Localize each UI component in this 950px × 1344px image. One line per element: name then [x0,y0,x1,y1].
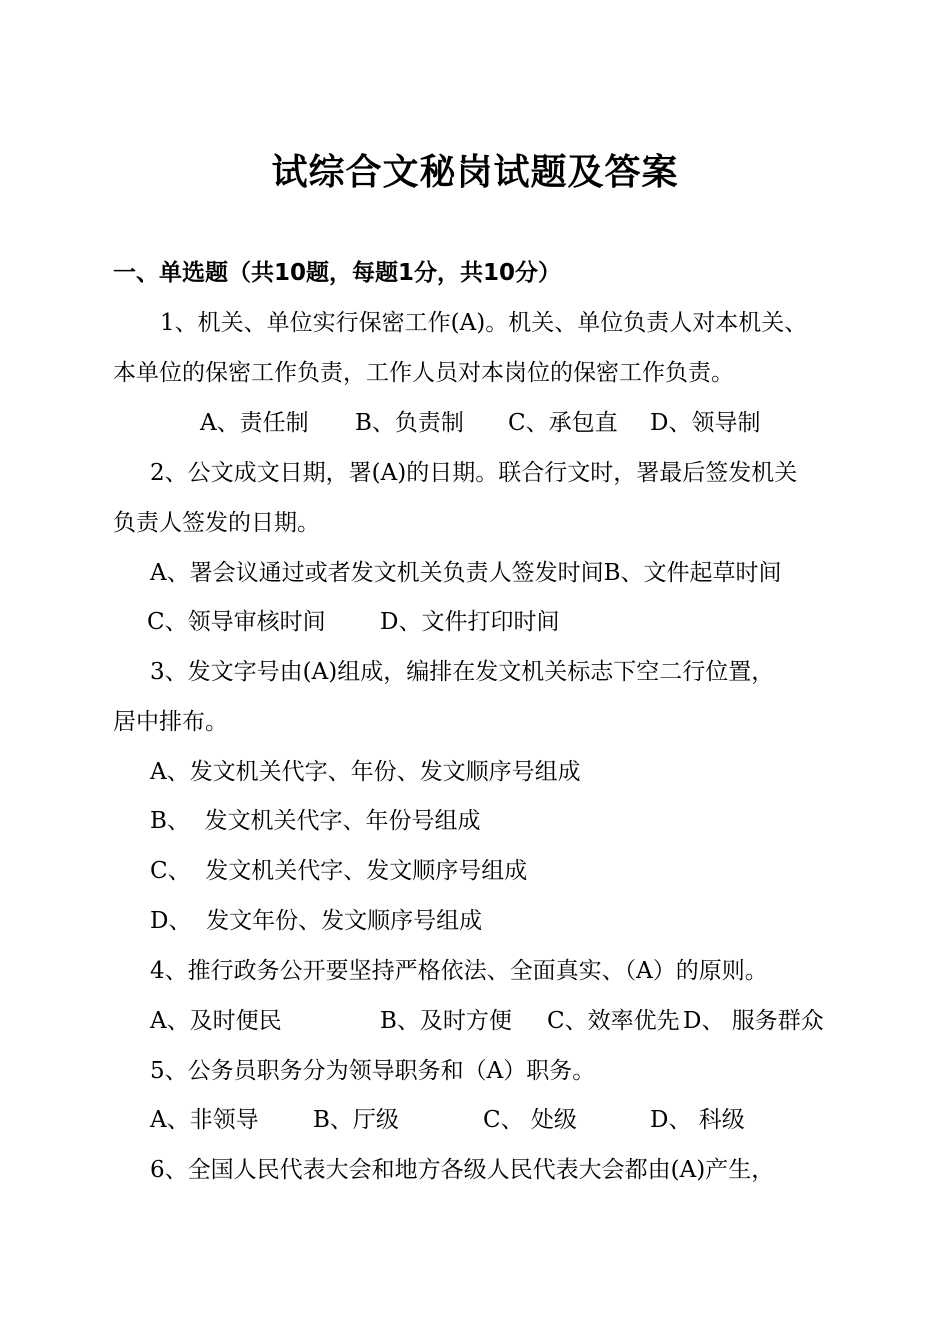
question-1-option-d: D、领导制 [650,410,761,436]
question-2-option-c: C、领导审核时间 [147,609,326,635]
question-1-option-b: B、负责制 [355,410,464,436]
question-4-option-c: C、效率优先 [547,1008,680,1034]
question-5-line-1: 5、公务员职务分为领导职务和（A）职务。 [150,1058,596,1084]
question-2-line-2: 负责人签发的日期。 [113,510,320,536]
question-5-option-d: D、 科级 [650,1107,745,1133]
question-2-line-1: 2、公文成文日期，署(A)的日期。联合行文时，署最后签发机关 [150,460,798,486]
question-3-option-c: C、 发文机关代字、发文顺序号组成 [150,858,528,884]
question-5-option-a: A、非领导 [150,1107,259,1133]
question-2-option-a-b: A、署会议通过或者发文机关负责人签发时间B、文件起草时间 [150,560,782,586]
question-6-line-1: 6、全国人民代表大会和地方各级人民代表大会都由(A)产生， [150,1157,775,1183]
question-3-option-a: A、发文机关代字、年份、发文顺序号组成 [150,759,581,785]
question-1-line-2: 本单位的保密工作负责，工作人员对本岗位的保密工作负责。 [113,360,734,386]
question-3-option-d: D、 发文年份、发文顺序号组成 [150,908,483,934]
question-4-option-b: B、及时方便 [380,1008,512,1034]
question-1-option-a: A、责任制 [200,410,309,436]
question-4-option-a: A、及时便民 [150,1008,282,1034]
question-2-option-d: D、文件打印时间 [380,609,560,635]
section-heading: 一、单选题（共10题，每题1分，共10分） [113,260,562,286]
question-4-option-d: D、 服务群众 [683,1008,824,1034]
question-3-line-2: 居中排布。 [113,709,228,735]
question-3-line-1: 3、发文字号由(A)组成，编排在发文机关标志下空二行位置， [150,659,775,685]
question-4-line-1: 4、推行政务公开要坚持严格依法、全面真实、（A）的原则。 [150,958,768,984]
question-3-option-b: B、 发文机关代字、年份号组成 [150,808,481,834]
question-1-option-c: C、承包直 [508,410,618,436]
question-5-option-b: B、厅级 [313,1107,399,1133]
document-title: 试综合文秘岗试题及答案 [271,152,679,193]
question-1-line-1: 1、机关、单位实行保密工作(A)。机关、单位负责人对本机关、 [160,310,808,336]
question-5-option-c: C、 处级 [483,1107,577,1133]
